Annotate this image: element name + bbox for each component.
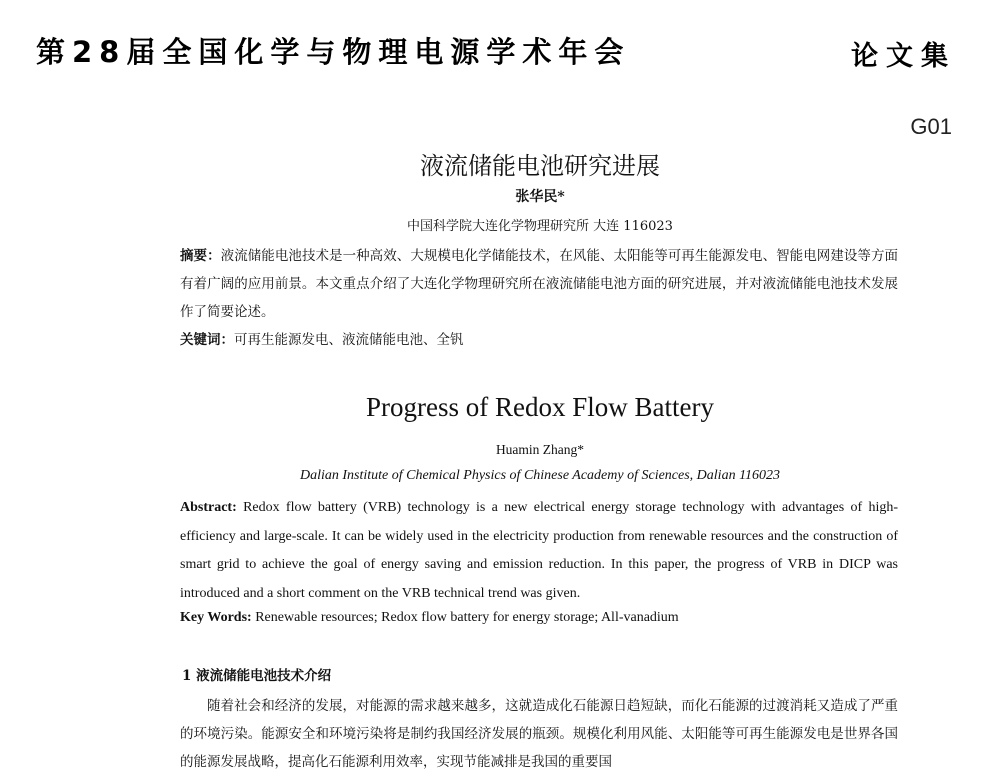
chinese-title: 液流储能电池研究进展 bbox=[420, 152, 660, 180]
english-abstract-label: Abstract: bbox=[180, 500, 237, 515]
chinese-affiliation: 中国科学院大连化学物理研究所 大连 116023 bbox=[407, 219, 673, 234]
chinese-keywords bbox=[180, 326, 898, 354]
paper-code: G01 bbox=[910, 114, 952, 139]
english-keywords bbox=[180, 604, 898, 632]
english-abstract bbox=[180, 494, 898, 608]
chinese-keywords-label: 关键词： bbox=[180, 332, 234, 348]
english-abstract-text: Redox flow battery (VRB) technology is a new electrical energy storage technology with advantages of high-efficiency and large-scale. It can be widely used in the electricity production from renewable resources and the construction of smart grid to achieve the goal of energy saving and emission reduction. In this paper, the progress of VRB in DICP was introduced and a short comment on the VRB technical trend was given. bbox=[180, 500, 898, 601]
conference-title: 第28届全国化学与物理电源学术年会 bbox=[36, 35, 631, 69]
proceedings-label: 论文集 bbox=[851, 41, 956, 72]
english-author: Huamin Zhang* bbox=[495, 442, 585, 457]
english-title: Progress of Redox Flow Battery bbox=[366, 392, 714, 422]
english-keywords-label: Key Words: bbox=[180, 610, 252, 625]
chinese-abstract-text: 液流储能电池技术是一种高效、大规模电化学储能技术，在风能、太阳能等可再生能源发电、智能电网建设等方面有着广阔的应用前景。本文重点介绍了大连化学物理研究所在液流储能电池方面的研究进展，并对液流储能电池技术发展作了简要论述。 bbox=[180, 248, 899, 320]
english-keywords-text: Renewable resources; Redox flow battery for energy storage; All-vanadium bbox=[255, 610, 679, 625]
chinese-author: 张华民* bbox=[515, 189, 565, 205]
chinese-abstract-label: 摘要： bbox=[180, 248, 221, 264]
section-body: 随着社会和经济的发展，对能源的需求越来越多，这就造成化石能源日趋短缺，而化石能源的过渡消耗又造成了严重的环境污染。能源安全和环境污染将是制约我国经济发展的瓶颈。规模化利用风能、太阳能等可再生能源发电是世界各国的能源发展战略，提高化石能源利用效率，实现节能减排是我国的重要国 bbox=[180, 698, 898, 770]
english-affiliation: Dalian Institute of Chemical Physics of Chinese Academy of Sciences, Dalian 116023 bbox=[299, 468, 781, 483]
chinese-abstract bbox=[180, 242, 898, 326]
chinese-keywords-text: 可再生能源发电、液流储能电池、全钒 bbox=[234, 332, 464, 348]
section-heading: 1 液流储能电池技术介绍 bbox=[182, 668, 332, 684]
